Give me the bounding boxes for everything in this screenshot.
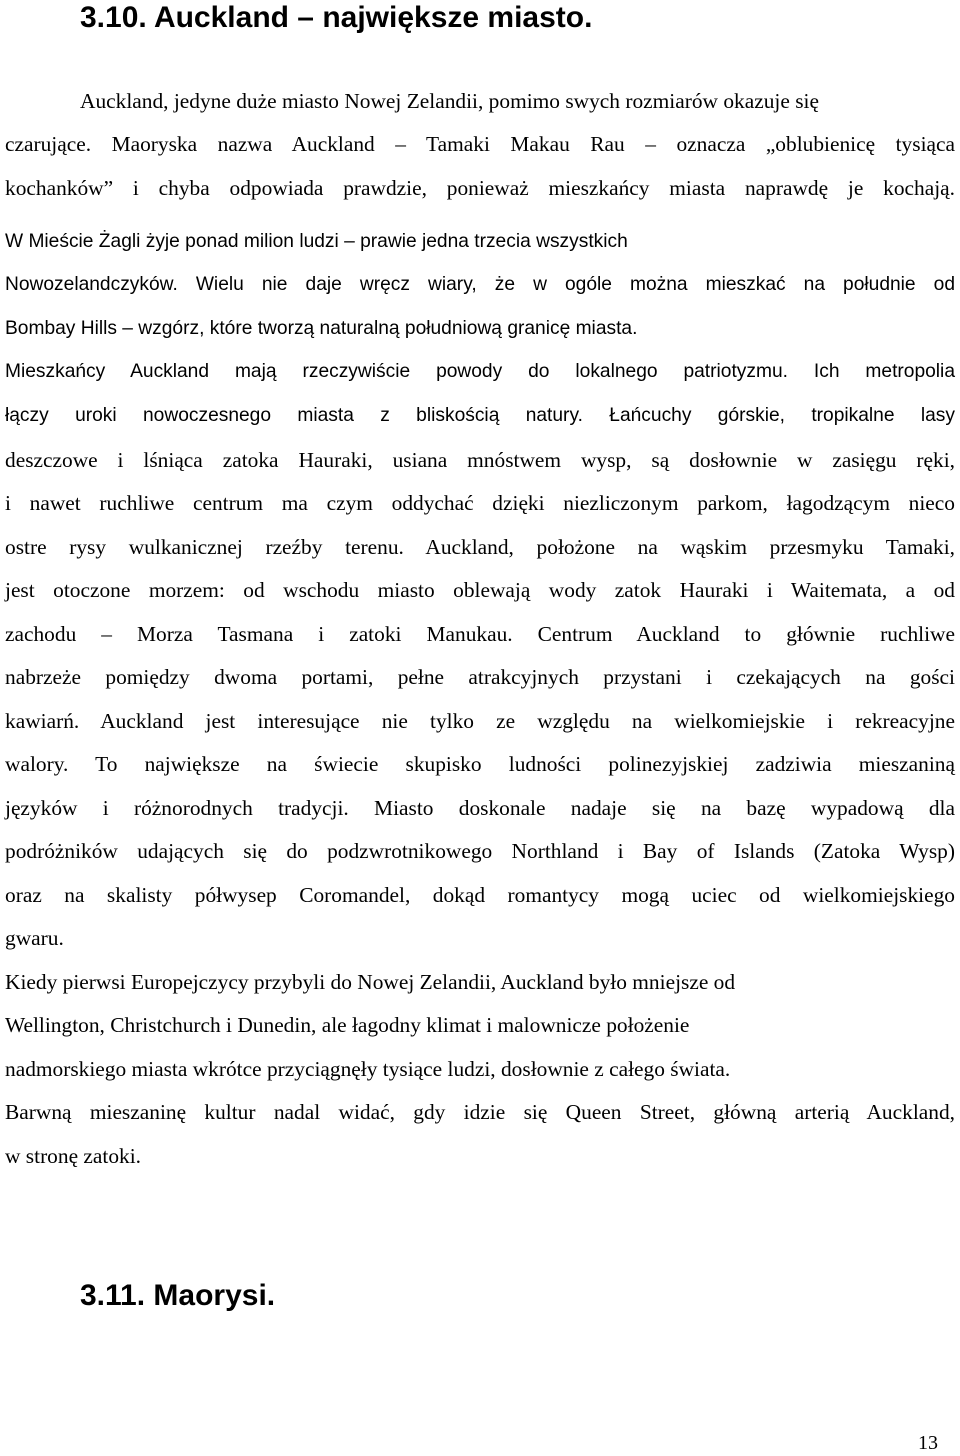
text-line: czarujące. Maoryska nazwa Auckland – Tamaki Makau Rau – oznacza „oblubienicę tysiąca: [5, 132, 955, 156]
text-line: Barwną mieszaninę kultur nadal widać, gdy idzie się Queen Street, główną arterią Auckland,: [5, 1100, 955, 1124]
text-line: deszczowe i lśniąca zatoka Hauraki, usiana mnóstwem wysp, są dosłownie w zasięgu ręki,: [5, 448, 955, 472]
text-line: gwaru.: [5, 926, 64, 950]
text-line: Wellington, Christchurch i Dunedin, ale łagodny klimat i malownicze położenie: [5, 1013, 690, 1037]
text-line: zachodu – Morza Tasmana i zatoki Manukau. Centrum Auckland to głównie ruchliwe: [5, 622, 955, 646]
text-line: Nowozelandczyków. Wielu nie daje wręcz wiary, że w ogóle można mieszkać na południe od: [5, 274, 955, 295]
text-line: nadmorskiego miasta wkrótce przyciągnęły tysiące ludzi, dosłownie z całego świata.: [5, 1057, 731, 1081]
text-line: Bombay Hills – wzgórz, które tworzą naturalną południową granicę miasta.: [5, 318, 638, 339]
text-line: walory. To największe na świecie skupisko ludności polinezyjskiej zadziwia mieszaniną: [5, 752, 955, 776]
text-line: kawiarń. Auckland jest interesujące nie tylko ze względu na wielkomiejskie i rekreacyjne: [5, 709, 955, 733]
text-line: oraz na skalisty półwysep Coromandel, dokąd romantycy mogą uciec od wielkomiejskiego: [5, 883, 955, 907]
text-line: nabrzeże pomiędzy dwoma portami, pełne atrakcyjnych przystani i czekających na gości: [5, 665, 955, 689]
text-line: języków i różnorodnych tradycji. Miasto doskonale nadaje się na bazę wypadową dla: [5, 796, 955, 820]
section-heading-3-10: 3.10. Auckland – największe miasto.: [80, 1, 593, 34]
text-line: Kiedy pierwsi Europejczycy przybyli do Nowej Zelandii, Auckland było mniejsze od: [5, 970, 736, 994]
text-line: Mieszkańcy Auckland mają rzeczywiście powody do lokalnego patriotyzmu. Ich metropolia: [5, 361, 955, 382]
text-line: i nawet ruchliwe centrum ma czym oddychać dzięki niezliczonym parkom, łagodzącym nieco: [5, 491, 955, 515]
text-line: Auckland, jedyne duże miasto Nowej Zelandii, pomimo swych rozmiarów okazuje się: [80, 89, 819, 113]
section-heading-3-11: 3.11. Maorysi.: [80, 1279, 276, 1312]
text-line: jest otoczone morzem: od wschodu miasto oblewają wody zatok Hauraki i Waitemata, a od: [5, 578, 955, 602]
text-line: ostre rysy wulkanicznej rzeźby terenu. Auckland, położone na wąskim przesmyku Tamaki,: [5, 535, 955, 559]
text-line: w stronę zatoki.: [5, 1144, 142, 1168]
page-number: 13: [918, 1432, 938, 1454]
text-line: łączy uroki nowoczesnego miasta z bliskością natury. Łańcuchy górskie, tropikalne lasy: [5, 405, 955, 426]
text-line: kochanków” i chyba odpowiada prawdzie, ponieważ mieszkańcy miasta naprawdę je kochają.: [5, 176, 955, 200]
text-line: podróżników udających się do podzwrotnikowego Northland i Bay of Islands (Zatoka Wysp): [5, 839, 955, 863]
text-line: W Mieście Żagli żyje ponad milion ludzi – prawie jedna trzecia wszystkich: [5, 231, 628, 252]
